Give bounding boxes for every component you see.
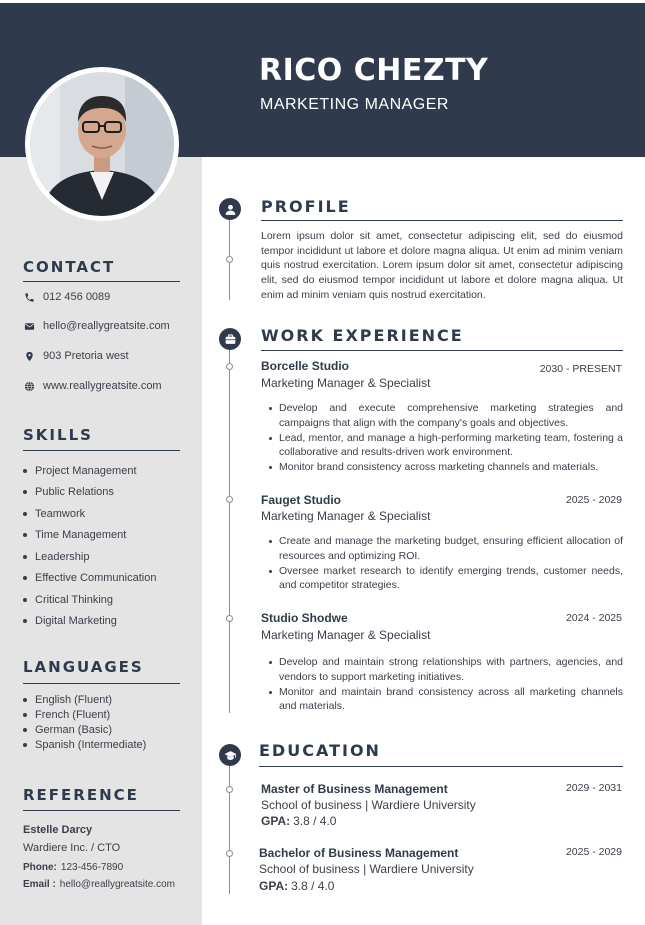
education-dates: 2025 - 2029	[565, 846, 622, 858]
list-item: German (Basic)	[23, 722, 146, 737]
contact-address-text: 903 Pretoria west	[43, 350, 129, 362]
education-school: School of business | Wardiere University	[259, 862, 474, 876]
reference-email-label: Email :	[23, 879, 56, 890]
contact-address	[23, 348, 129, 364]
list-item: Monitor brand consistency across marketing channels and materials.	[269, 460, 623, 475]
list-item: Develop and maintain strong relationships with partners, agencies, and vendors to support marketing initiatives.	[269, 655, 623, 685]
list-item: Public Relations	[23, 482, 156, 504]
list-item: Monitor and maintain brand consistency across all marketing channels and materials.	[269, 685, 623, 715]
gpa-value: 3.8 / 4.0	[293, 814, 337, 828]
bullet-icon	[23, 576, 27, 580]
list-item: Teamwork	[23, 503, 156, 525]
list-item: English (Fluent)	[23, 692, 146, 707]
gpa-value: 3.8 / 4.0	[291, 879, 335, 893]
list-item: Project Management	[23, 460, 156, 482]
reference-phone-value: 123-456-7890	[60, 862, 124, 873]
list-item: Leadership	[23, 546, 156, 568]
contact-divider	[23, 281, 180, 282]
contact-phone	[23, 289, 110, 305]
job-company: Borcelle Studio	[261, 359, 350, 373]
job-role: Marketing Manager & Specialist	[261, 628, 431, 642]
graduation-cap-icon	[219, 744, 241, 766]
timeline-dot	[226, 363, 233, 370]
reference-company: Wardiere Inc. / CTO	[23, 842, 121, 854]
contact-phone-text: 012 456 0089	[43, 291, 111, 303]
resume-job-title: MARKETING MANAGER	[260, 96, 449, 113]
job-dates: 2025 - 2029	[565, 494, 622, 506]
list-item: Develop and execute comprehensive marketing strategies and campaigns that align with the company's goals and objectives.	[269, 401, 623, 431]
contact-email	[23, 318, 170, 334]
reference-name: Estelle Darcy	[23, 824, 93, 836]
education-degree: Bachelor of Business Management	[259, 846, 459, 860]
list-item: Oversee market research to identify emerging trends, customer needs, and competitor strategies.	[269, 564, 623, 594]
list-item: Effective Communication	[23, 568, 156, 590]
contact-website	[23, 378, 162, 394]
bullet-icon	[23, 490, 27, 494]
reference-divider	[23, 810, 180, 811]
timeline-dot	[226, 496, 233, 503]
list-item: Create and manage the marketing budget, ensuring efficient allocation of resources and optimizing ROI.	[269, 534, 623, 564]
skills-heading: SKILLS	[23, 426, 93, 444]
briefcase-icon	[219, 328, 241, 350]
bullet-icon	[23, 619, 27, 623]
profile-heading: PROFILE	[261, 197, 351, 216]
list-item: Digital Marketing	[23, 611, 156, 633]
location-pin-icon	[23, 350, 35, 362]
reference-phone-label: Phone:	[23, 862, 57, 873]
reference-email	[23, 879, 175, 890]
bullet-icon	[23, 713, 27, 717]
education-dates: 2029 - 2031	[565, 782, 622, 794]
job-bullets	[269, 401, 623, 475]
education-gpa	[261, 814, 336, 828]
profile-summary: Lorem ipsum dolor sit amet, consectetur adipiscing elit, sed do eiusmod tempor incididunt ut labore et dolore magna aliqua. Ut enim ad minim veniam quis nostrud exercitation. Lorem ipsum dolor sit amet, consectetur adipiscing elit, sed do eiusmod tempor incididunt ut labore et dolore magna aliqua. Ut enim ad minim veniam quis nostrud exercitation.	[261, 230, 623, 301]
reference-heading: REFERENCE	[23, 786, 139, 804]
job-company: Studio Shodwe	[261, 611, 348, 625]
job-company: Fauget Studio	[261, 493, 341, 507]
timeline-dot	[226, 850, 233, 857]
bullet-icon	[23, 469, 27, 473]
list-item: Lead, mentor, and manage a high-performing marketing team, fostering a collaborative and results-driven work environment.	[269, 431, 623, 461]
list-item: Critical Thinking	[23, 589, 156, 611]
experience-timeline	[229, 350, 230, 713]
bullet-icon	[23, 743, 27, 747]
job-dates: 2030 - PRESENT	[539, 363, 622, 375]
timeline-dot	[226, 256, 233, 263]
education-divider	[259, 766, 623, 767]
skills-list	[23, 460, 156, 632]
profile-photo	[25, 67, 179, 221]
bullet-icon	[23, 598, 27, 602]
resume-name: RICO CHEZTY	[259, 53, 489, 88]
bullet-icon	[23, 728, 27, 732]
list-item: Time Management	[23, 525, 156, 547]
contact-email-text: hello@reallygreatsite.com	[43, 320, 170, 332]
gpa-label: GPA:	[261, 814, 291, 828]
list-item: French (Fluent)	[23, 707, 146, 722]
education-gpa	[259, 879, 334, 893]
contact-heading: CONTACT	[23, 258, 116, 276]
globe-icon	[23, 380, 35, 392]
languages-list	[23, 692, 146, 752]
bullet-icon	[23, 533, 27, 537]
profile-divider	[261, 220, 623, 221]
education-heading: EDUCATION	[259, 741, 381, 760]
phone-icon	[23, 291, 35, 303]
gpa-label: GPA:	[259, 879, 289, 893]
reference-phone	[23, 862, 123, 873]
experience-divider	[261, 350, 623, 351]
avatar	[30, 72, 174, 216]
timeline-dot	[226, 615, 233, 622]
user-icon	[219, 198, 241, 220]
job-bullets	[269, 534, 623, 593]
bullet-icon	[23, 555, 27, 559]
timeline-dot	[226, 786, 233, 793]
job-role: Marketing Manager & Specialist	[261, 509, 431, 523]
reference-email-value: hello@reallygreatsite.com	[59, 879, 175, 890]
job-bullets	[269, 655, 623, 714]
job-dates: 2024 - 2025	[565, 612, 622, 624]
contact-website-text: www.reallygreatsite.com	[43, 380, 162, 392]
experience-heading: WORK EXPERIENCE	[261, 326, 464, 345]
job-role: Marketing Manager & Specialist	[261, 376, 431, 390]
education-degree: Master of Business Management	[261, 782, 448, 796]
languages-heading: LANGUAGES	[23, 658, 144, 676]
education-school: School of business | Wardiere University	[261, 798, 476, 812]
skills-divider	[23, 450, 180, 451]
languages-divider	[23, 683, 180, 684]
list-item: Spanish (Intermediate)	[23, 737, 146, 752]
email-icon	[23, 320, 35, 332]
bullet-icon	[23, 512, 27, 516]
bullet-icon	[23, 698, 27, 702]
